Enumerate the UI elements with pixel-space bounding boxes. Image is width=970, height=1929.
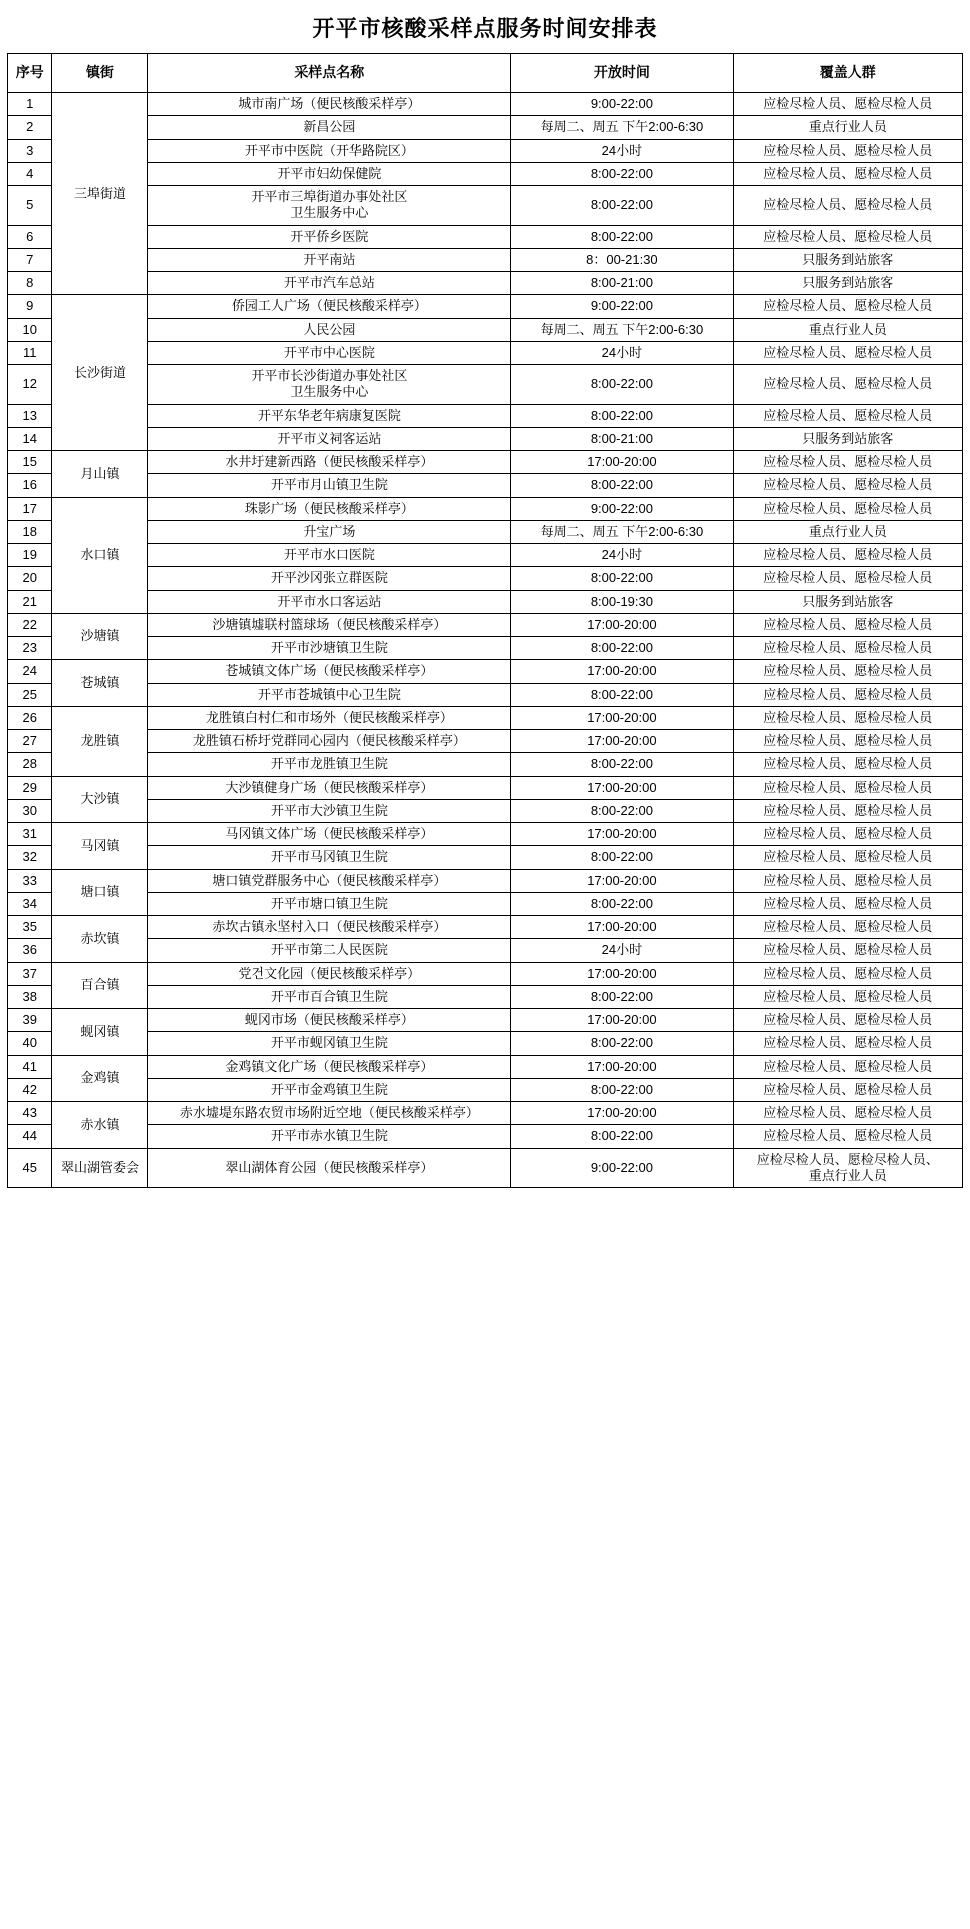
- cell-index: 35: [8, 916, 52, 939]
- cell-open-hours: 8:00-22:00: [511, 846, 733, 869]
- cell-town: 三埠街道: [52, 93, 148, 295]
- column-header-index: 序号: [8, 54, 52, 93]
- cell-target-group: 应检尽检人员、愿检尽检人员: [733, 962, 962, 985]
- table-row: [8, 846, 963, 869]
- cell-site-name: 人民公园: [148, 318, 511, 341]
- column-header-groups: 覆盖人群: [733, 54, 962, 93]
- cell-site-name: 开平市妇幼保健院: [148, 162, 511, 185]
- cell-town: 赤水镇: [52, 1102, 148, 1149]
- table-row: [8, 776, 963, 799]
- cell-site-name: 苍城镇文体广场（便民核酸采样亭）: [148, 660, 511, 683]
- cell-index: 36: [8, 939, 52, 962]
- cell-site-name: 开平沙冈张立群医院: [148, 567, 511, 590]
- cell-site-name: 塘口镇党群服务中心（便民核酸采样亭）: [148, 869, 511, 892]
- table-row: [8, 341, 963, 364]
- cell-open-hours: 每周二、周五 下午2:00-6:30: [511, 520, 733, 543]
- cell-target-group: 应检尽检人员、愿检尽检人员: [733, 776, 962, 799]
- cell-target-group: 应检尽检人员、愿检尽检人员: [733, 1102, 962, 1125]
- cell-target-group: 应检尽检人员、愿检尽检人员: [733, 295, 962, 318]
- cell-open-hours: 8:00-22:00: [511, 892, 733, 915]
- cell-site-name: 城市南广场（便民核酸采样亭）: [148, 93, 511, 116]
- cell-town: 水口镇: [52, 497, 148, 613]
- cell-open-hours: 17:00-20:00: [511, 613, 733, 636]
- cell-open-hours: 9:00-22:00: [511, 1148, 733, 1188]
- table-row: [8, 916, 963, 939]
- cell-target-group: 只服务到站旅客: [733, 590, 962, 613]
- cell-town: 金鸡镇: [52, 1055, 148, 1102]
- column-header-site: 采样点名称: [148, 54, 511, 93]
- cell-site-name: 开平市沙塘镇卫生院: [148, 637, 511, 660]
- table-row: [8, 497, 963, 520]
- table-header: [8, 54, 963, 93]
- table-row: [8, 1055, 963, 1078]
- table-row: [8, 1032, 963, 1055]
- cell-index: 29: [8, 776, 52, 799]
- table-row: [8, 706, 963, 729]
- cell-index: 31: [8, 823, 52, 846]
- cell-target-group: 应检尽检人员、愿检尽检人员: [733, 823, 962, 846]
- cell-site-name: 赤坎古镇永坚村入口（便民核酸采样亭）: [148, 916, 511, 939]
- cell-target-group: 应检尽检人员、愿检尽检人员: [733, 451, 962, 474]
- cell-town: 沙塘镇: [52, 613, 148, 660]
- cell-open-hours: 24小时: [511, 544, 733, 567]
- table-row: [8, 823, 963, 846]
- cell-target-group: 应检尽检人员、愿检尽检人员: [733, 706, 962, 729]
- cell-target-group: 应检尽检人员、愿检尽检人员: [733, 341, 962, 364]
- table-row: [8, 404, 963, 427]
- table-row: [8, 427, 963, 450]
- table-row: [8, 753, 963, 776]
- cell-index: 20: [8, 567, 52, 590]
- cell-target-group: 应检尽检人员、愿检尽检人员: [733, 1032, 962, 1055]
- cell-target-group: 应检尽检人员、愿检尽检人员: [733, 939, 962, 962]
- cell-site-name: 开平侨乡医院: [148, 225, 511, 248]
- cell-open-hours: 8:00-22:00: [511, 637, 733, 660]
- cell-index: 2: [8, 116, 52, 139]
- cell-town: 月山镇: [52, 451, 148, 498]
- cell-index: 4: [8, 162, 52, 185]
- cell-index: 28: [8, 753, 52, 776]
- cell-open-hours: 17:00-20:00: [511, 730, 733, 753]
- table-row: [8, 474, 963, 497]
- page-title: 开平市核酸采样点服务时间安排表: [312, 16, 658, 41]
- cell-open-hours: 17:00-20:00: [511, 660, 733, 683]
- cell-target-group: 应检尽检人员、愿检尽检人员: [733, 93, 962, 116]
- table-row: [8, 162, 963, 185]
- cell-target-group: 应检尽检人员、愿检尽检人员: [733, 916, 962, 939]
- cell-open-hours: 8:00-22:00: [511, 1125, 733, 1148]
- cell-site-name: 翠山湖体育公园（便民核酸采样亭）: [148, 1148, 511, 1188]
- table-row: [8, 869, 963, 892]
- cell-town: 翠山湖管委会: [52, 1148, 148, 1188]
- cell-town: 马冈镇: [52, 823, 148, 870]
- cell-index: 16: [8, 474, 52, 497]
- cell-open-hours: 24小时: [511, 939, 733, 962]
- cell-open-hours: 8:00-21:00: [511, 427, 733, 450]
- cell-open-hours: 17:00-20:00: [511, 706, 733, 729]
- cell-target-group: 只服务到站旅客: [733, 248, 962, 271]
- table-row: [8, 365, 963, 405]
- cell-target-group: 应检尽检人员、愿检尽检人员: [733, 162, 962, 185]
- cell-index: 40: [8, 1032, 52, 1055]
- cell-open-hours: 17:00-20:00: [511, 451, 733, 474]
- table-row: [8, 1078, 963, 1101]
- table-header-row: [8, 54, 963, 93]
- cell-site-name: 开平市长沙街道办事处社区 卫生服务中心: [148, 365, 511, 405]
- cell-target-group: 只服务到站旅客: [733, 427, 962, 450]
- cell-target-group: 重点行业人员: [733, 520, 962, 543]
- table-row: [8, 1148, 963, 1188]
- cell-open-hours: 8:00-22:00: [511, 753, 733, 776]
- cell-index: 14: [8, 427, 52, 450]
- cell-target-group: 应检尽检人员、愿检尽检人员: [733, 660, 962, 683]
- table-row: [8, 730, 963, 753]
- cell-open-hours: 8:00-22:00: [511, 1078, 733, 1101]
- table-row: [8, 939, 963, 962]
- cell-town: 龙胜镇: [52, 706, 148, 776]
- cell-target-group: 应检尽检人员、愿检尽检人员: [733, 567, 962, 590]
- cell-index: 27: [8, 730, 52, 753]
- cell-town: 塘口镇: [52, 869, 148, 916]
- cell-site-name: 珠影广场（便民核酸采样亭）: [148, 497, 511, 520]
- cell-target-group: 应检尽检人员、愿检尽检人员: [733, 139, 962, 162]
- cell-site-name: 新昌公园: [148, 116, 511, 139]
- cell-target-group: 应检尽检人员、愿检尽检人员: [733, 497, 962, 520]
- cell-site-name: 开平市大沙镇卫生院: [148, 799, 511, 822]
- cell-town: 百合镇: [52, 962, 148, 1009]
- cell-open-hours: 9:00-22:00: [511, 295, 733, 318]
- table-row: [8, 613, 963, 636]
- cell-target-group: 重点行业人员: [733, 318, 962, 341]
- column-header-town: 镇街: [52, 54, 148, 93]
- cell-index: 5: [8, 186, 52, 226]
- cell-site-name: 开平市第二人民医院: [148, 939, 511, 962]
- cell-index: 1: [8, 93, 52, 116]
- cell-site-name: 开平市中心医院: [148, 341, 511, 364]
- cell-site-name: 沙塘镇墟联村篮球场（便民核酸采样亭）: [148, 613, 511, 636]
- cell-index: 11: [8, 341, 52, 364]
- cell-target-group: 重点行业人员: [733, 116, 962, 139]
- cell-open-hours: 17:00-20:00: [511, 776, 733, 799]
- cell-open-hours: 24小时: [511, 139, 733, 162]
- cell-open-hours: 17:00-20:00: [511, 916, 733, 939]
- cell-site-name: 党건文化园（便民核酸采样亭）: [148, 962, 511, 985]
- cell-index: 3: [8, 139, 52, 162]
- cell-open-hours: 8:00-22:00: [511, 225, 733, 248]
- cell-town: 长沙街道: [52, 295, 148, 451]
- cell-index: 43: [8, 1102, 52, 1125]
- cell-site-name: 开平市汽车总站: [148, 272, 511, 295]
- cell-site-name: 开平市金鸡镇卫生院: [148, 1078, 511, 1101]
- cell-index: 32: [8, 846, 52, 869]
- cell-target-group: 应检尽检人员、愿检尽检人员: [733, 730, 962, 753]
- cell-target-group: 应检尽检人员、愿检尽检人员: [733, 892, 962, 915]
- cell-site-name: 侨园工人广场（便民核酸采样亭）: [148, 295, 511, 318]
- cell-open-hours: 8:00-19:30: [511, 590, 733, 613]
- cell-open-hours: 8:00-22:00: [511, 162, 733, 185]
- cell-target-group: 应检尽检人员、愿检尽检人员: [733, 753, 962, 776]
- table-row: [8, 799, 963, 822]
- table-row: [8, 93, 963, 116]
- cell-open-hours: 8:00-22:00: [511, 683, 733, 706]
- cell-index: 22: [8, 613, 52, 636]
- cell-target-group: 应检尽检人员、愿检尽检人员: [733, 365, 962, 405]
- cell-index: 34: [8, 892, 52, 915]
- cell-index: 25: [8, 683, 52, 706]
- cell-index: 23: [8, 637, 52, 660]
- cell-index: 9: [8, 295, 52, 318]
- table-row: [8, 637, 963, 660]
- cell-open-hours: 17:00-20:00: [511, 1055, 733, 1078]
- table-row: [8, 318, 963, 341]
- table-row: [8, 225, 963, 248]
- cell-target-group: 应检尽检人员、愿检尽检人员: [733, 683, 962, 706]
- table-row: [8, 520, 963, 543]
- cell-town: 蚬冈镇: [52, 1009, 148, 1056]
- cell-index: 21: [8, 590, 52, 613]
- cell-open-hours: 8:00-22:00: [511, 1032, 733, 1055]
- cell-site-name: 龙胜镇石桥圩党群同心园内（便民核酸采样亭）: [148, 730, 511, 753]
- cell-site-name: 金鸡镇文化广场（便民核酸采样亭）: [148, 1055, 511, 1078]
- cell-target-group: 只服务到站旅客: [733, 272, 962, 295]
- table-row: [8, 295, 963, 318]
- cell-target-group: 应检尽检人员、愿检尽检人员: [733, 869, 962, 892]
- cell-target-group: 应检尽检人员、愿检尽检人员: [733, 613, 962, 636]
- cell-open-hours: 17:00-20:00: [511, 1102, 733, 1125]
- cell-site-name: 赤水墟堤东路农贸市场附近空地（便民核酸采样亭）: [148, 1102, 511, 1125]
- cell-index: 30: [8, 799, 52, 822]
- cell-index: 6: [8, 225, 52, 248]
- table-body: [8, 93, 963, 1188]
- table-row: [8, 683, 963, 706]
- cell-index: 15: [8, 451, 52, 474]
- cell-open-hours: 8:00-21:00: [511, 272, 733, 295]
- cell-open-hours: 17:00-20:00: [511, 823, 733, 846]
- cell-open-hours: 8:00-22:00: [511, 365, 733, 405]
- cell-site-name: 开平市月山镇卫生院: [148, 474, 511, 497]
- cell-target-group: 应检尽检人员、愿检尽检人员、 重点行业人员: [733, 1148, 962, 1188]
- table-row: [8, 248, 963, 271]
- cell-open-hours: 每周二、周五 下午2:00-6:30: [511, 116, 733, 139]
- cell-index: 39: [8, 1009, 52, 1032]
- cell-target-group: 应检尽检人员、愿检尽检人员: [733, 1009, 962, 1032]
- table-row: [8, 892, 963, 915]
- cell-open-hours: 8:00-22:00: [511, 186, 733, 226]
- cell-site-name: 开平南站: [148, 248, 511, 271]
- cell-open-hours: 17:00-20:00: [511, 1009, 733, 1032]
- cell-index: 18: [8, 520, 52, 543]
- cell-target-group: 应检尽检人员、愿检尽检人员: [733, 474, 962, 497]
- cell-site-name: 龙胜镇白村仁和市场外（便民核酸采样亭）: [148, 706, 511, 729]
- table-row: [8, 1102, 963, 1125]
- cell-index: 44: [8, 1125, 52, 1148]
- table-row: [8, 139, 963, 162]
- cell-index: 12: [8, 365, 52, 405]
- cell-open-hours: 17:00-20:00: [511, 869, 733, 892]
- table-row: [8, 567, 963, 590]
- cell-open-hours: 8:00-22:00: [511, 567, 733, 590]
- cell-index: 7: [8, 248, 52, 271]
- cell-index: 33: [8, 869, 52, 892]
- cell-target-group: 应检尽检人员、愿检尽检人员: [733, 1078, 962, 1101]
- cell-target-group: 应检尽检人员、愿检尽检人员: [733, 846, 962, 869]
- cell-site-name: 蚬冈市场（便民核酸采样亭）: [148, 1009, 511, 1032]
- cell-site-name: 开平市蚬冈镇卫生院: [148, 1032, 511, 1055]
- cell-open-hours: 17:00-20:00: [511, 962, 733, 985]
- cell-target-group: 应检尽检人员、愿检尽检人员: [733, 186, 962, 226]
- cell-open-hours: 9:00-22:00: [511, 93, 733, 116]
- table-row: [8, 272, 963, 295]
- table-row: [8, 451, 963, 474]
- table-row: [8, 660, 963, 683]
- cell-site-name: 开平东华老年病康复医院: [148, 404, 511, 427]
- table-row: [8, 1009, 963, 1032]
- cell-site-name: 开平市赤水镇卫生院: [148, 1125, 511, 1148]
- cell-site-name: 开平市水口客运站: [148, 590, 511, 613]
- cell-index: 8: [8, 272, 52, 295]
- cell-site-name: 开平市龙胜镇卫生院: [148, 753, 511, 776]
- cell-index: 37: [8, 962, 52, 985]
- cell-index: 24: [8, 660, 52, 683]
- cell-town: 赤坎镇: [52, 916, 148, 963]
- cell-site-name: 大沙镇健身广场（便民核酸采样亭）: [148, 776, 511, 799]
- cell-index: 42: [8, 1078, 52, 1101]
- cell-index: 41: [8, 1055, 52, 1078]
- cell-target-group: 应检尽检人员、愿检尽检人员: [733, 985, 962, 1008]
- cell-index: 13: [8, 404, 52, 427]
- cell-open-hours: 8:00-22:00: [511, 404, 733, 427]
- cell-index: 19: [8, 544, 52, 567]
- cell-index: 38: [8, 985, 52, 1008]
- cell-target-group: 应检尽检人员、愿检尽检人员: [733, 1055, 962, 1078]
- table-row: [8, 962, 963, 985]
- cell-town: 大沙镇: [52, 776, 148, 823]
- cell-target-group: 应检尽检人员、愿检尽检人员: [733, 1125, 962, 1148]
- cell-index: 10: [8, 318, 52, 341]
- column-header-hours: 开放时间: [511, 54, 733, 93]
- cell-site-name: 马冈镇文体广场（便民核酸采样亭）: [148, 823, 511, 846]
- table-row: [8, 186, 963, 226]
- cell-target-group: 应检尽检人员、愿检尽检人员: [733, 799, 962, 822]
- cell-site-name: 开平市水口医院: [148, 544, 511, 567]
- cell-open-hours: 9:00-22:00: [511, 497, 733, 520]
- cell-target-group: 应检尽检人员、愿检尽检人员: [733, 637, 962, 660]
- cell-site-name: 开平市三埠街道办事处社区 卫生服务中心: [148, 186, 511, 226]
- cell-open-hours: 8：00-21:30: [511, 248, 733, 271]
- cell-index: 26: [8, 706, 52, 729]
- cell-target-group: 应检尽检人员、愿检尽检人员: [733, 225, 962, 248]
- cell-site-name: 升宝广场: [148, 520, 511, 543]
- cell-index: 17: [8, 497, 52, 520]
- cell-open-hours: 每周二、周五 下午2:00-6:30: [511, 318, 733, 341]
- cell-site-name: 水井圩建新西路（便民核酸采样亭）: [148, 451, 511, 474]
- sampling-schedule-table: [7, 53, 963, 1188]
- table-row: [8, 544, 963, 567]
- cell-site-name: 开平市塘口镇卫生院: [148, 892, 511, 915]
- table-row: [8, 1125, 963, 1148]
- table-row: [8, 985, 963, 1008]
- cell-town: 苍城镇: [52, 660, 148, 707]
- cell-site-name: 开平市马冈镇卫生院: [148, 846, 511, 869]
- cell-open-hours: 8:00-22:00: [511, 985, 733, 1008]
- cell-target-group: 应检尽检人员、愿检尽检人员: [733, 544, 962, 567]
- cell-index: 45: [8, 1148, 52, 1188]
- cell-target-group: 应检尽检人员、愿检尽检人员: [733, 404, 962, 427]
- cell-site-name: 开平市义祠客运站: [148, 427, 511, 450]
- cell-open-hours: 8:00-22:00: [511, 474, 733, 497]
- cell-open-hours: 8:00-22:00: [511, 799, 733, 822]
- cell-site-name: 开平市中医院（开华路院区）: [148, 139, 511, 162]
- cell-open-hours: 24小时: [511, 341, 733, 364]
- table-row: [8, 116, 963, 139]
- cell-site-name: 开平市百合镇卫生院: [148, 985, 511, 1008]
- cell-site-name: 开平市苍城镇中心卫生院: [148, 683, 511, 706]
- table-row: [8, 590, 963, 613]
